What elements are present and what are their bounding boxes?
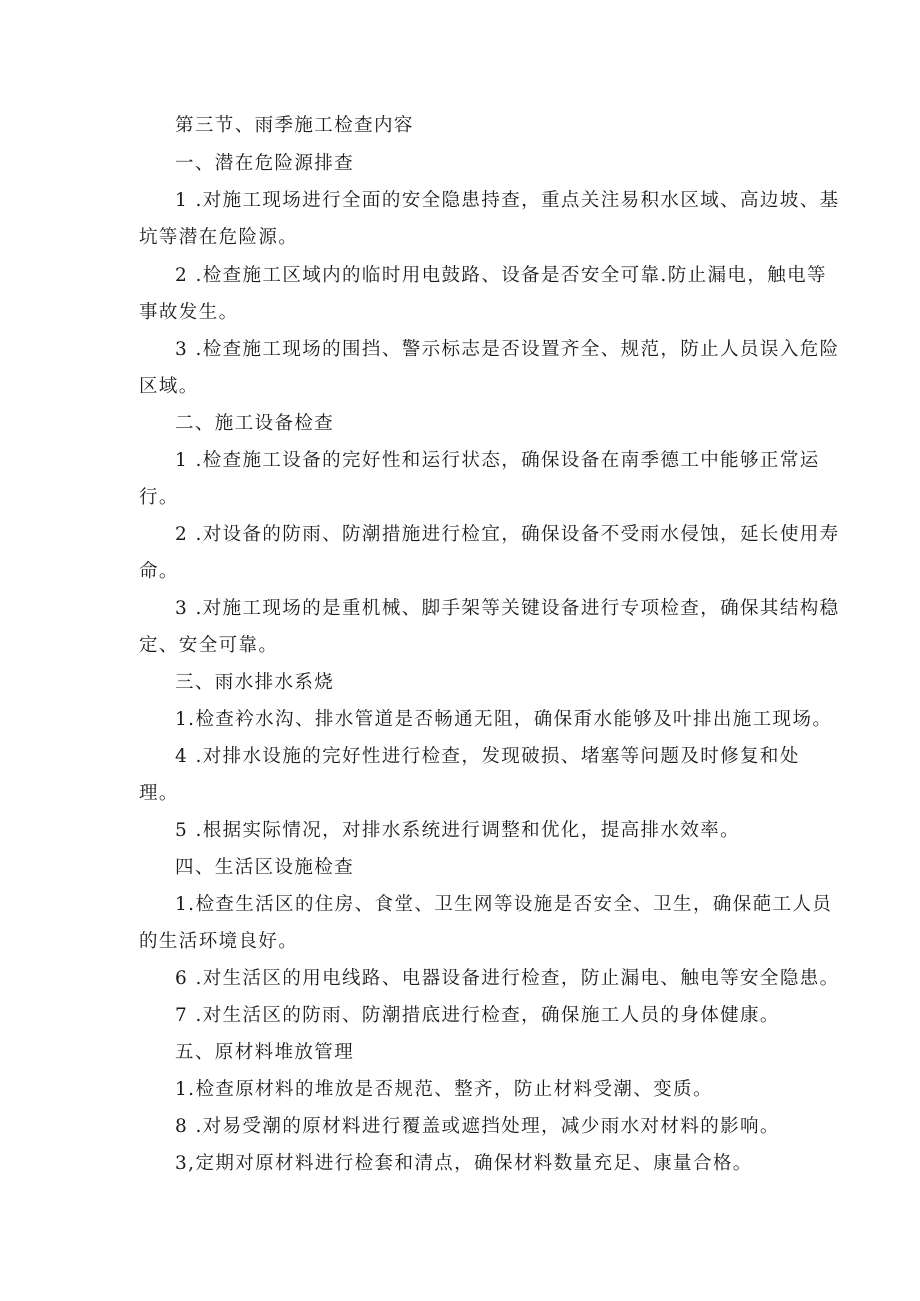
paragraph-line: 7 .对生活区的防雨、防潮措底进行检查，确保施工人员的身体健康。 [175,1005,780,1026]
paragraph-line: 2 .对设备的防雨、防潮措施进行检宜，确保设备不受雨水侵蚀，延长使用寿 [175,524,840,545]
paragraph-line: 4 .对排水设施的完好性进行检查，发现破损、堵塞等问题及时修复和处 [175,746,800,767]
paragraph-line: 5 .根据实际情况，对排水系统进行调整和优化，提高排水效率。 [175,820,741,841]
paragraph-line: 命。 [139,561,179,582]
paragraph-line: 3 .对施工现场的是重机械、脚手架等关键设备进行专项检查，确保其结构稳 [175,598,840,619]
section-heading: 四、生活区设施检查 [175,857,355,878]
paragraph-line: 1.检查生活区的住房、食堂、卫生网等设施是否安全、卫生，确保葩工人员 [175,894,833,915]
section-heading: 二、施工设备检查 [175,413,335,434]
paragraph-line: 1 .对施工现场进行全面的安全隐患持查，重点关注易积水区域、高边坡、基 [175,190,840,211]
paragraph-line: 事故发生。 [139,302,239,323]
section-heading: 一、潜在危险源排查 [175,153,355,174]
paragraph-line: 1 .检查施工设备的完好性和运行状态，确保设备在南季德工中能够正常运 [175,450,820,471]
paragraph-line: 定、安全可靠。 [139,635,279,656]
paragraph-line: 1.检查原材料的堆放是否规范、整齐，防止材料受潮、变质。 [175,1079,713,1100]
paragraph-line: 1.检查衿水沟、排水管道是否畅通无阻，确保甭水能够及叶排出施工现场。 [175,709,833,730]
paragraph-line: 3 .检查施工现场的围挡、警示标志是否设置齐全、规范，防止人员误入危险 [175,339,840,360]
paragraph-line: 2 .检查施工区域内的临时用电鼓路、设备是否安全可靠.防止漏电，触电等 [175,265,827,286]
paragraph-line: 3,定期对原材料进行检套和清点，确保材料数量充足、康量合格。 [175,1153,753,1174]
paragraph-line: 的生活环境良好。 [139,931,299,952]
paragraph-line: 6 .对生活区的用电线路、电器设备进行检查，防止漏电、触电等安全隐患。 [175,968,840,989]
section-heading: 三、雨水排水系烧 [175,672,335,693]
paragraph-line: 区域。 [139,376,199,397]
section-title: 第三节、雨季施工检查内容 [175,115,414,136]
paragraph-line: 行。 [139,487,179,508]
paragraph-line: 理。 [139,783,179,804]
paragraph-line: 坑等潜在危险源。 [139,227,299,248]
section-heading: 五、原材料堆放管理 [175,1042,355,1063]
paragraph-line: 8 .对易受潮的原材料进行覆盖或遮挡处理，减少雨水对材料的影响。 [175,1116,780,1137]
